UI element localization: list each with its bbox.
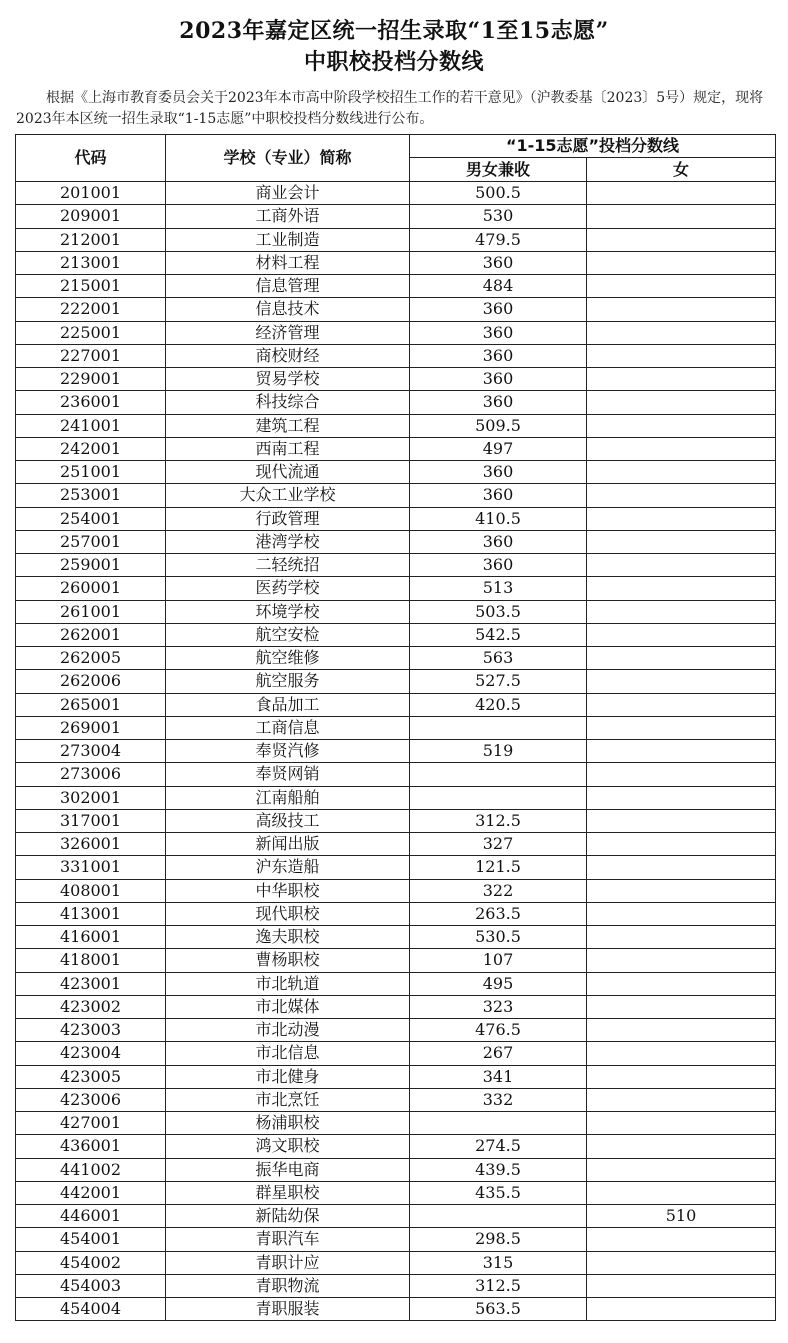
cell-female xyxy=(587,693,776,716)
cell-female xyxy=(587,1112,776,1135)
cell-mixed: 439.5 xyxy=(410,1158,587,1181)
cell-code: 446001 xyxy=(16,1205,166,1228)
table-row xyxy=(16,1065,776,1088)
cell-mixed: 298.5 xyxy=(410,1228,587,1251)
table-row xyxy=(16,1298,776,1321)
cell-mixed: 360 xyxy=(410,484,587,507)
cell-mixed: 360 xyxy=(410,251,587,274)
cell-school: 市北动漫 xyxy=(166,1019,410,1042)
cell-school: 逸夫职校 xyxy=(166,926,410,949)
cell-female xyxy=(587,275,776,298)
table-row xyxy=(16,926,776,949)
cell-female xyxy=(587,740,776,763)
table-row xyxy=(16,1228,776,1251)
table-row xyxy=(16,879,776,902)
cell-mixed: 360 xyxy=(410,391,587,414)
cell-school: 高级技工 xyxy=(166,809,410,832)
cell-school: 青职汽车 xyxy=(166,1228,410,1251)
table-row xyxy=(16,902,776,925)
cell-school: 工商外语 xyxy=(166,205,410,228)
cell-mixed: 322 xyxy=(410,879,587,902)
table-row xyxy=(16,1112,776,1135)
cell-school: 鸿文职校 xyxy=(166,1135,410,1158)
cell-school: 食品加工 xyxy=(166,693,410,716)
cell-mixed: 503.5 xyxy=(410,600,587,623)
table-row xyxy=(16,623,776,646)
cell-school: 振华电商 xyxy=(166,1158,410,1181)
cell-code: 273006 xyxy=(16,763,166,786)
cell-female xyxy=(587,879,776,902)
cell-school: 现代职校 xyxy=(166,902,410,925)
cell-mixed: 410.5 xyxy=(410,507,587,530)
cell-female xyxy=(587,1181,776,1204)
table-row xyxy=(16,391,776,414)
intro-paragraph xyxy=(16,88,776,130)
cell-school: 青职物流 xyxy=(166,1274,410,1297)
cell-school: 贸易学校 xyxy=(166,368,410,391)
header-school: 学校（专业）简称 xyxy=(166,135,410,182)
cell-female xyxy=(587,1088,776,1111)
cell-school: 新闻出版 xyxy=(166,833,410,856)
cell-code: 236001 xyxy=(16,391,166,414)
cell-mixed: 527.5 xyxy=(410,670,587,693)
cell-mixed: 530 xyxy=(410,205,587,228)
table-row xyxy=(16,577,776,600)
cell-mixed: 500.5 xyxy=(410,182,587,205)
table-row xyxy=(16,437,776,460)
cell-mixed: 360 xyxy=(410,321,587,344)
cell-code: 416001 xyxy=(16,926,166,949)
cell-female xyxy=(587,995,776,1018)
header-code: 代码 xyxy=(16,135,166,182)
cell-school: 商业会计 xyxy=(166,182,410,205)
cell-school: 市北健身 xyxy=(166,1065,410,1088)
cell-female xyxy=(587,1065,776,1088)
cell-female xyxy=(587,809,776,832)
cell-female xyxy=(587,368,776,391)
page-title: 2023年嘉定区统一招生录取“1至15志愿” xyxy=(179,18,609,44)
cell-female xyxy=(587,786,776,809)
table-row xyxy=(16,344,776,367)
cell-school: 青职服装 xyxy=(166,1298,410,1321)
cell-school: 航空服务 xyxy=(166,670,410,693)
table-row xyxy=(16,1042,776,1065)
cell-code: 423003 xyxy=(16,1019,166,1042)
cell-female xyxy=(587,1042,776,1065)
table-row xyxy=(16,1205,776,1228)
cell-mixed: 327 xyxy=(410,833,587,856)
cell-school: 现代流通 xyxy=(166,461,410,484)
table-row xyxy=(16,530,776,553)
cell-mixed: 476.5 xyxy=(410,1019,587,1042)
cell-code: 229001 xyxy=(16,368,166,391)
cell-mixed: 315 xyxy=(410,1251,587,1274)
cell-female xyxy=(587,437,776,460)
table-row xyxy=(16,205,776,228)
cell-school: 医药学校 xyxy=(166,577,410,600)
cell-school: 江南船舶 xyxy=(166,786,410,809)
cell-mixed: 312.5 xyxy=(410,809,587,832)
cell-school: 市北媒体 xyxy=(166,995,410,1018)
cell-school: 建筑工程 xyxy=(166,414,410,437)
cell-female xyxy=(587,1019,776,1042)
cell-code: 253001 xyxy=(16,484,166,507)
cell-school: 航空维修 xyxy=(166,647,410,670)
cell-female xyxy=(587,972,776,995)
cell-school: 奉贤网销 xyxy=(166,763,410,786)
cell-school: 杨浦职校 xyxy=(166,1112,410,1135)
cell-school: 市北信息 xyxy=(166,1042,410,1065)
cell-code: 241001 xyxy=(16,414,166,437)
cell-code: 423004 xyxy=(16,1042,166,1065)
cell-female xyxy=(587,902,776,925)
cell-mixed: 360 xyxy=(410,368,587,391)
cell-female xyxy=(587,298,776,321)
cell-code: 326001 xyxy=(16,833,166,856)
cell-code: 213001 xyxy=(16,251,166,274)
cell-female xyxy=(587,1251,776,1274)
table-row xyxy=(16,321,776,344)
cell-mixed: 563 xyxy=(410,647,587,670)
table-row xyxy=(16,972,776,995)
cell-code: 317001 xyxy=(16,809,166,832)
cell-female xyxy=(587,949,776,972)
table-row xyxy=(16,693,776,716)
cell-mixed: 332 xyxy=(410,1088,587,1111)
cell-code: 423006 xyxy=(16,1088,166,1111)
cell-school: 环境学校 xyxy=(166,600,410,623)
cell-code: 302001 xyxy=(16,786,166,809)
cell-code: 454003 xyxy=(16,1274,166,1297)
cell-female xyxy=(587,1158,776,1181)
cell-mixed: 513 xyxy=(410,577,587,600)
cell-mixed: 312.5 xyxy=(410,1274,587,1297)
table-body xyxy=(16,182,776,1321)
table-row xyxy=(16,507,776,530)
cell-mixed: 360 xyxy=(410,461,587,484)
table-row xyxy=(16,833,776,856)
header-mixed: 男女兼收 xyxy=(410,158,587,182)
cell-mixed xyxy=(410,1112,587,1135)
cell-school: 二轻统招 xyxy=(166,554,410,577)
cell-female xyxy=(587,461,776,484)
cell-female xyxy=(587,391,776,414)
table-row xyxy=(16,414,776,437)
cell-female xyxy=(587,507,776,530)
table-row xyxy=(16,763,776,786)
cell-code: 408001 xyxy=(16,879,166,902)
table-row xyxy=(16,716,776,739)
cell-mixed: 495 xyxy=(410,972,587,995)
cell-code: 227001 xyxy=(16,344,166,367)
table-row xyxy=(16,740,776,763)
cell-female xyxy=(587,344,776,367)
cell-code: 201001 xyxy=(16,182,166,205)
cell-school: 信息管理 xyxy=(166,275,410,298)
table-row xyxy=(16,251,776,274)
cell-code: 423005 xyxy=(16,1065,166,1088)
cell-mixed xyxy=(410,716,587,739)
cell-female xyxy=(587,716,776,739)
cell-school: 沪东造船 xyxy=(166,856,410,879)
cell-code: 454004 xyxy=(16,1298,166,1321)
cell-code: 242001 xyxy=(16,437,166,460)
cell-school: 市北烹饪 xyxy=(166,1088,410,1111)
cell-code: 209001 xyxy=(16,205,166,228)
table-row xyxy=(16,298,776,321)
cell-female: 510 xyxy=(587,1205,776,1228)
cell-school: 经济管理 xyxy=(166,321,410,344)
cell-female xyxy=(587,856,776,879)
header-score-group: “1-15志愿”投档分数线 xyxy=(410,135,776,158)
cell-mixed: 323 xyxy=(410,995,587,1018)
table-row xyxy=(16,856,776,879)
cell-code: 260001 xyxy=(16,577,166,600)
cell-mixed: 263.5 xyxy=(410,902,587,925)
table-row xyxy=(16,995,776,1018)
cell-female xyxy=(587,600,776,623)
score-table xyxy=(15,134,776,1321)
cell-female xyxy=(587,251,776,274)
cell-female xyxy=(587,554,776,577)
table-row xyxy=(16,1019,776,1042)
cell-code: 331001 xyxy=(16,856,166,879)
cell-code: 441002 xyxy=(16,1158,166,1181)
cell-code: 225001 xyxy=(16,321,166,344)
cell-code: 262005 xyxy=(16,647,166,670)
table-row xyxy=(16,647,776,670)
cell-female xyxy=(587,1228,776,1251)
cell-school: 青职计应 xyxy=(166,1251,410,1274)
cell-female xyxy=(587,577,776,600)
cell-female xyxy=(587,530,776,553)
cell-female xyxy=(587,228,776,251)
cell-school: 奉贤汽修 xyxy=(166,740,410,763)
cell-female xyxy=(587,414,776,437)
table-row xyxy=(16,1251,776,1274)
table-row xyxy=(16,809,776,832)
cell-mixed: 274.5 xyxy=(410,1135,587,1158)
cell-school: 航空安检 xyxy=(166,623,410,646)
cell-female xyxy=(587,647,776,670)
cell-mixed: 497 xyxy=(410,437,587,460)
cell-female xyxy=(587,1298,776,1321)
table-row xyxy=(16,786,776,809)
table-row xyxy=(16,461,776,484)
cell-code: 265001 xyxy=(16,693,166,716)
cell-code: 215001 xyxy=(16,275,166,298)
table-row xyxy=(16,1158,776,1181)
table-row xyxy=(16,228,776,251)
cell-female xyxy=(587,833,776,856)
cell-code: 262006 xyxy=(16,670,166,693)
cell-code: 442001 xyxy=(16,1181,166,1204)
table-row xyxy=(16,554,776,577)
cell-mixed: 563.5 xyxy=(410,1298,587,1321)
cell-code: 427001 xyxy=(16,1112,166,1135)
cell-code: 261001 xyxy=(16,600,166,623)
cell-code: 423002 xyxy=(16,995,166,1018)
table-row xyxy=(16,1135,776,1158)
cell-code: 454001 xyxy=(16,1228,166,1251)
header-female: 女 xyxy=(587,158,776,182)
cell-code: 454002 xyxy=(16,1251,166,1274)
cell-female xyxy=(587,1135,776,1158)
table-row xyxy=(16,600,776,623)
cell-mixed: 435.5 xyxy=(410,1181,587,1204)
cell-code: 413001 xyxy=(16,902,166,925)
cell-mixed: 360 xyxy=(410,298,587,321)
cell-female xyxy=(587,926,776,949)
cell-code: 257001 xyxy=(16,530,166,553)
table-row xyxy=(16,1274,776,1297)
table-row xyxy=(16,275,776,298)
table-row xyxy=(16,1088,776,1111)
cell-school: 商校财经 xyxy=(166,344,410,367)
cell-school: 新陆幼保 xyxy=(166,1205,410,1228)
table-row xyxy=(16,670,776,693)
table-row xyxy=(16,1181,776,1204)
cell-mixed: 530.5 xyxy=(410,926,587,949)
table-row xyxy=(16,368,776,391)
table-row xyxy=(16,182,776,205)
cell-female xyxy=(587,484,776,507)
cell-mixed: 542.5 xyxy=(410,623,587,646)
page-subtitle: 中职校投档分数线 xyxy=(303,49,484,75)
cell-school: 西南工程 xyxy=(166,437,410,460)
cell-code: 436001 xyxy=(16,1135,166,1158)
cell-school: 工业制造 xyxy=(166,228,410,251)
cell-code: 418001 xyxy=(16,949,166,972)
cell-school: 群星职校 xyxy=(166,1181,410,1204)
cell-school: 信息技术 xyxy=(166,298,410,321)
cell-female xyxy=(587,670,776,693)
cell-code: 423001 xyxy=(16,972,166,995)
cell-code: 251001 xyxy=(16,461,166,484)
cell-mixed: 107 xyxy=(410,949,587,972)
cell-mixed: 341 xyxy=(410,1065,587,1088)
cell-mixed: 509.5 xyxy=(410,414,587,437)
table-header xyxy=(16,135,776,182)
cell-code: 254001 xyxy=(16,507,166,530)
cell-code: 262001 xyxy=(16,623,166,646)
cell-school: 中华职校 xyxy=(166,879,410,902)
cell-female xyxy=(587,763,776,786)
cell-school: 曹杨职校 xyxy=(166,949,410,972)
cell-mixed: 484 xyxy=(410,275,587,298)
cell-mixed xyxy=(410,763,587,786)
cell-female xyxy=(587,1274,776,1297)
cell-code: 273004 xyxy=(16,740,166,763)
table-row xyxy=(16,484,776,507)
cell-mixed: 420.5 xyxy=(410,693,587,716)
cell-code: 222001 xyxy=(16,298,166,321)
cell-mixed xyxy=(410,786,587,809)
cell-female xyxy=(587,182,776,205)
intro-text: 根据《上海市教育委员会关于2023年本市高中阶段学校招生工作的若干意见》（沪教委基〔2023〕5号）规定，现将2023年本区统一招生录取“1-15志愿”中职校投档分数线进行公布。 xyxy=(16,90,764,127)
cell-school: 市北轨道 xyxy=(166,972,410,995)
cell-school: 工商信息 xyxy=(166,716,410,739)
cell-mixed: 267 xyxy=(410,1042,587,1065)
cell-mixed: 121.5 xyxy=(410,856,587,879)
cell-mixed: 519 xyxy=(410,740,587,763)
cell-female xyxy=(587,321,776,344)
cell-code: 212001 xyxy=(16,228,166,251)
cell-female xyxy=(587,623,776,646)
cell-code: 259001 xyxy=(16,554,166,577)
cell-school: 行政管理 xyxy=(166,507,410,530)
cell-school: 科技综合 xyxy=(166,391,410,414)
cell-code: 269001 xyxy=(16,716,166,739)
cell-school: 材料工程 xyxy=(166,251,410,274)
cell-mixed xyxy=(410,1205,587,1228)
cell-female xyxy=(587,205,776,228)
cell-mixed: 479.5 xyxy=(410,228,587,251)
cell-mixed: 360 xyxy=(410,554,587,577)
table-row xyxy=(16,949,776,972)
cell-school: 港湾学校 xyxy=(166,530,410,553)
cell-mixed: 360 xyxy=(410,530,587,553)
cell-school: 大众工业学校 xyxy=(166,484,410,507)
cell-mixed: 360 xyxy=(410,344,587,367)
